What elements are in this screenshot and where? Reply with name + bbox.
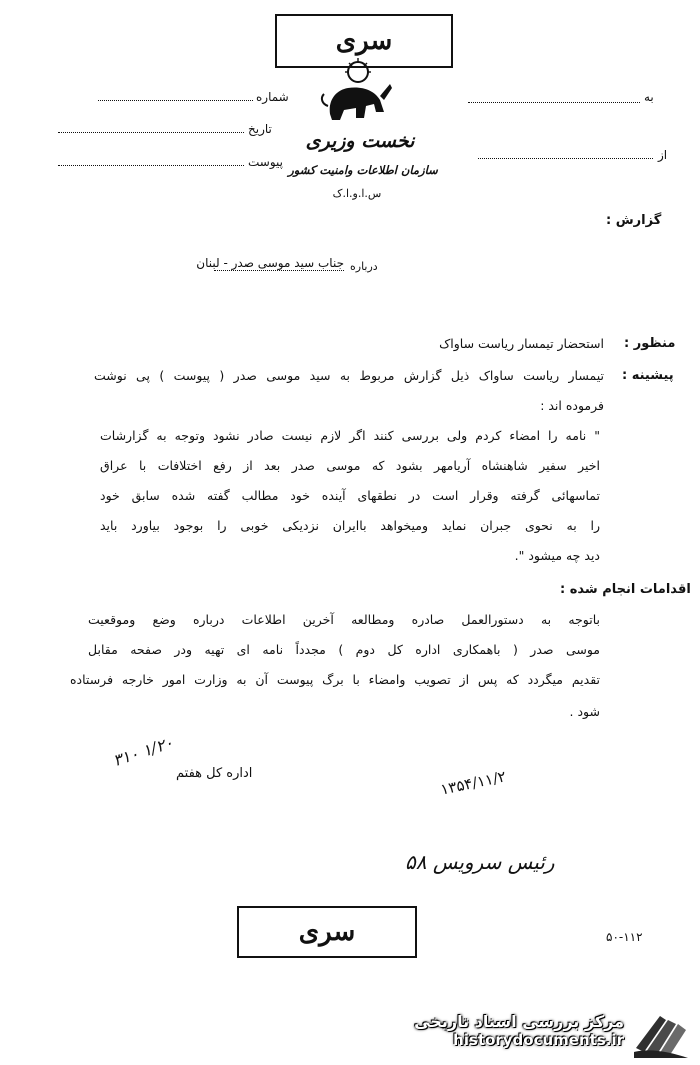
subject-label: درباره [350, 260, 378, 273]
handwritten-date: ۱۳۵۴/۱۱/۲ [438, 767, 508, 799]
to-label: به [644, 90, 654, 104]
organization-title: سازمان اطلاعات وامنیت کشور [288, 163, 438, 177]
proposal-line: دید چه میشود ". [514, 548, 600, 563]
from-label: از [658, 148, 668, 162]
proposal-line: " نامه را امضاء کردم ولی بررسی کنند اگر لازم نیست صادر نشود وتوجه به گزارشات [100, 428, 600, 443]
date-field-line [58, 132, 244, 133]
number-label: شماره [256, 90, 289, 104]
actions-line: باتوجه به دستورالعمل صادره ومطالعه آخرین اطلاعات درباره وضع وموقعیت [88, 612, 600, 627]
number-field-line [98, 100, 253, 101]
classification-stamp-bottom [237, 906, 417, 958]
actions-line: شود . [569, 704, 600, 719]
actions-label: اقدامات انجام شده : [560, 582, 691, 597]
proposal-line: را به نحوی جبران نماید ومیخواهد باایران نزدیکی خوبی را بوجود بیاورد باید [100, 518, 600, 533]
date-label: تاریخ [248, 122, 272, 136]
from-field-line [478, 158, 653, 159]
handwritten-note: ۱/۲۰ ۳۱۰ [110, 732, 176, 771]
purpose-label: منظور : [624, 336, 676, 351]
actions-line: تقدیم میگردد که پس از تصویب وامضاء با برگ پیوست آن به وزارت امور خارجه فرستاده [70, 672, 600, 687]
subject-value: جناب سید موسی صدر - لبنان [196, 256, 344, 270]
stamp-text: سری [298, 917, 356, 947]
report-label: گزارش : [606, 213, 662, 228]
watermark-text [412, 1012, 624, 1049]
proposal-line: تماسهائی گرفته وقرار است در نطقهای آینده خود مطالب گفته شده سابق خود [100, 488, 600, 503]
proposal-line: اخیر سفیر شاهنشاه آریامهر بشود که موسی صدر بعد از رفع اختلافات با عراق [100, 458, 600, 473]
actions-line: موسی صدر ( باهمکاری اداره کل دوم ) مجدداً نامه ای تهیه ودر صفحه مقابل [88, 642, 600, 657]
proposal-line: تیمسار ریاست ساواک ذیل گزارش مربوط به سید موسی صدر ( پیوست ) پی نوشت [94, 368, 604, 383]
watermark-title: مرکز بررسی اسناد تاریخی [414, 1012, 624, 1031]
stamp-text: سری [335, 26, 393, 56]
handwritten-signature: رئیس سرویس ۵۸ [405, 850, 555, 874]
purpose-text: استحضار تیمسار ریاست ساواک [439, 336, 604, 351]
proposal-label: پیشینه : [622, 368, 674, 383]
to-field-line [468, 102, 640, 103]
emblem-icon [318, 56, 394, 130]
lion-sun-emblem [318, 56, 394, 130]
department-name: اداره کل هفتم [176, 766, 253, 781]
attachment-field-line [58, 165, 244, 166]
watermark-url: historydocuments.ir [453, 1031, 624, 1049]
archive-logo [630, 1008, 690, 1058]
attachment-label: پیوست [248, 155, 283, 169]
proposal-line: فرموده اند : [540, 398, 604, 413]
document-number: ۵۰-۱۱۲ [606, 930, 643, 944]
department-code: س.ا.و.ا.ک [332, 187, 382, 200]
ministry-title: نخست وزیری [305, 130, 415, 152]
book-logo-icon [630, 1008, 690, 1058]
